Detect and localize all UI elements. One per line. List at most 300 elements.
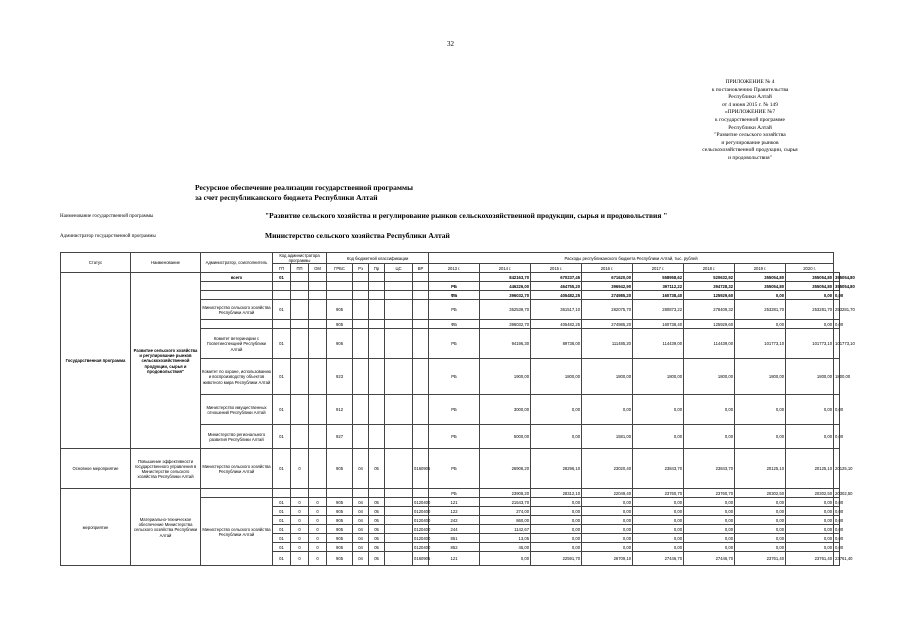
code-cell-pp: 0	[291, 543, 309, 552]
value-cell: 20302,50	[786, 489, 834, 498]
code-cell-grbs: 905	[327, 449, 353, 489]
value-cell: 13,05	[480, 534, 531, 543]
value-cell: 0,00	[582, 525, 633, 534]
value-cell: 1142,67	[480, 525, 531, 534]
program-label: Наименование государственной программы	[60, 214, 154, 219]
spacer-cell	[385, 282, 413, 291]
code-cell-grbs: 905	[327, 552, 353, 566]
code-cell-cs: 0120400	[414, 499, 431, 505]
value-cell: 125929,60	[684, 320, 735, 329]
code-cell-pr	[369, 273, 385, 282]
col-admin: Администратор, соисполнитель	[201, 253, 273, 273]
value-cell: 0,00	[735, 534, 786, 543]
spacer-cell	[385, 320, 413, 329]
value-cell: 22591,70	[531, 552, 582, 566]
code-cell-pr	[369, 329, 385, 359]
value-cell: 0,00	[786, 291, 834, 300]
spacer-cell	[385, 507, 413, 516]
code-cell-om	[309, 282, 327, 291]
code-cell-rz: 04	[353, 543, 369, 552]
value-cell: 28296,10	[531, 449, 582, 489]
appendix-line: и продовольствия"	[728, 154, 772, 161]
code-cell-rz: 04	[353, 534, 369, 543]
code-cell-om	[309, 320, 327, 329]
value-cell: 0,00	[835, 517, 844, 523]
code-cell-gp: 01	[273, 395, 291, 425]
value-cell: 0,00	[582, 395, 633, 425]
code-cell-pr	[369, 320, 385, 329]
col-code-admin: Код администратора программы	[273, 253, 327, 264]
spacer-cell	[385, 329, 413, 359]
value-cell: 23843,70	[633, 449, 684, 489]
code-cell-vr: РБ	[429, 282, 480, 291]
admin-cell	[201, 282, 273, 291]
spacer-cell	[385, 395, 413, 425]
value-cell: 355054,80	[735, 282, 786, 291]
code-cell-grbs	[327, 291, 353, 300]
code-cell-pp	[291, 329, 309, 359]
code-cell-cs	[413, 395, 429, 425]
value-cell: 23843,70	[684, 449, 735, 489]
value-cell: 28312,10	[531, 489, 582, 498]
code-cell-grbs: 905	[327, 534, 353, 543]
col-expenses: Расходы республиканского бюджета Республики Алтай, тыс. рублей	[429, 253, 834, 264]
code-cell-gp	[273, 489, 291, 498]
value-cell: 0,00	[786, 534, 834, 543]
value-cell: 253281,70	[834, 300, 840, 320]
value-cell: 5000,00	[480, 425, 531, 449]
value-cell: 405482,25	[531, 320, 582, 329]
code-cell-vr: 122	[429, 507, 480, 516]
subheader-cell: ГП	[273, 264, 291, 273]
code-cell-vr: РБ	[429, 449, 480, 489]
value-cell: 101773,10	[786, 329, 834, 359]
value-cell: 0,00	[786, 498, 834, 507]
value-cell: 0,00	[684, 525, 735, 534]
value-cell: 1800,00	[684, 359, 735, 395]
code-cell-vr: ФБ	[429, 320, 480, 329]
code-cell-gp	[273, 282, 291, 291]
name-cell: Материально-техническое обеспечение Министерства сельского хозяйства Республики Алтай	[131, 489, 201, 566]
code-cell-pp	[291, 320, 309, 329]
appendix-line: к постановлению Правительства	[711, 86, 789, 93]
admin-cell: Министерство сельского хозяйства Республики Алтай	[201, 300, 273, 320]
program-name: "Развитие сельского хозяйства и регулирование рынков сельскохозяйственной продукции, сырья и продовольствия "	[265, 211, 668, 220]
value-cell: 0,00	[531, 425, 582, 449]
code-cell-pp: 0	[291, 516, 309, 525]
value-cell: 114439,00	[684, 329, 735, 359]
code-cell-pr: 05	[369, 507, 385, 516]
admin-cell	[201, 291, 273, 300]
value-cell: 0,00	[786, 395, 834, 425]
value-cell: 0,00	[633, 425, 684, 449]
value-cell: 20125,10	[786, 449, 834, 489]
value-cell: 352539,70	[480, 300, 531, 320]
value-cell: 0,00	[633, 534, 684, 543]
value-cell: 274985,20	[582, 320, 633, 329]
document-title	[195, 183, 413, 203]
code-cell-om: 0	[309, 525, 327, 534]
value-cell: 20302,50	[735, 489, 786, 498]
value-cell: 0,00	[786, 425, 834, 449]
value-cell: 355054,80	[835, 283, 855, 289]
appendix-line: Республики Алтай	[728, 94, 772, 101]
value-cell: 0,00	[684, 498, 735, 507]
value-cell: 0,00	[684, 395, 735, 425]
code-cell-pp	[291, 282, 309, 291]
code-cell-cs	[413, 359, 429, 395]
header-row	[61, 253, 840, 264]
value-cell: 394728,32	[684, 282, 735, 291]
subheader-cell: 2016 г.	[582, 264, 633, 273]
code-cell-grbs: 905	[327, 525, 353, 534]
code-cell-vr: РБ	[429, 395, 480, 425]
code-cell-vr: 244	[429, 525, 480, 534]
value-cell: 0,00	[684, 425, 735, 449]
value-cell: 0,00	[835, 508, 844, 514]
code-cell-gp: 01	[273, 359, 291, 395]
table-row	[61, 273, 840, 282]
resource-table	[60, 252, 855, 566]
col-code-budget: Код бюджетной классификации	[327, 253, 429, 264]
subheader-cell: 2013 г.	[429, 264, 480, 273]
value-cell: 0,00	[531, 498, 582, 507]
code-cell-vr: 242	[429, 516, 480, 525]
code-cell-pp: 0	[291, 534, 309, 543]
value-cell: 0,00	[633, 516, 684, 525]
value-cell: 0,00	[786, 516, 834, 525]
value-cell: 0,00	[786, 320, 834, 329]
value-cell: 94196,30	[480, 329, 531, 359]
code-cell-pr: 05	[369, 516, 385, 525]
value-cell: 0,00	[786, 543, 834, 552]
value-cell: 0,00	[735, 516, 786, 525]
code-cell-grbs: 905	[327, 498, 353, 507]
code-cell-vr: РБ	[429, 489, 480, 498]
spacer-cell	[385, 359, 413, 395]
page-number: 32	[447, 40, 454, 48]
appendix-line: "Развитие сельского хозяйства	[714, 132, 786, 139]
value-cell: 396032,70	[480, 291, 531, 300]
value-cell: 1800,00	[531, 359, 582, 395]
code-cell-vr: 852	[429, 543, 480, 552]
code-cell-vr: ФБ	[429, 291, 480, 300]
code-cell-rz: 04	[353, 507, 369, 516]
value-cell: 0,00	[786, 507, 834, 516]
value-cell: 27446,70	[684, 552, 735, 566]
subheader-cell: ВР	[413, 264, 429, 273]
value-cell: 1800,00	[786, 359, 834, 395]
value-cell: 0,00	[735, 498, 786, 507]
code-cell-pp	[291, 489, 309, 498]
code-cell-pr: 05	[369, 534, 385, 543]
code-cell-vr: РБ	[429, 329, 480, 359]
value-cell: 280873,22	[633, 300, 684, 320]
value-cell: 0,00	[835, 535, 844, 541]
value-cell: 446226,00	[480, 282, 531, 291]
code-cell-cs: 0120400	[414, 535, 431, 541]
value-cell: 278409,32	[684, 300, 735, 320]
value-cell: 23761,40	[786, 552, 834, 566]
value-cell: 45,00	[480, 543, 531, 552]
value-cell: 1800,00	[735, 359, 786, 395]
code-cell-pr: 05	[369, 552, 385, 566]
code-cell-pp	[291, 425, 309, 449]
value-cell: 0,00	[582, 534, 633, 543]
value-cell: 355054,80	[786, 282, 834, 291]
code-cell-pp: 0	[291, 552, 309, 566]
code-cell-pr	[369, 489, 385, 498]
value-cell: 253281,70	[786, 300, 834, 320]
value-cell: 23020,40	[582, 449, 633, 489]
code-cell-vr: РБ	[429, 300, 480, 320]
code-cell-om	[309, 300, 327, 320]
value-cell: 355054,80	[735, 273, 786, 282]
code-cell-rz	[353, 300, 369, 320]
subheader-cell: ОМ	[309, 264, 327, 273]
spacer-cell	[385, 516, 413, 525]
code-cell-cs	[413, 329, 429, 359]
value-cell: 274,00	[480, 507, 531, 516]
code-cell-rz: 04	[353, 516, 369, 525]
code-cell-pr	[369, 425, 385, 449]
value-cell: 0,00	[582, 543, 633, 552]
spacer-cell	[385, 300, 413, 320]
value-cell: 0,00	[834, 395, 840, 425]
subheader-cell: ГРБС	[327, 264, 353, 273]
value-cell: 27446,70	[633, 552, 684, 566]
code-cell-grbs: 923	[327, 359, 353, 395]
value-cell: 0,00	[735, 507, 786, 516]
value-cell: 0,00	[684, 507, 735, 516]
code-cell-vr: РБ	[429, 425, 480, 449]
value-cell: 125929,60	[684, 291, 735, 300]
code-cell-rz	[353, 320, 369, 329]
code-cell-om	[309, 425, 327, 449]
value-cell: 464755,20	[531, 282, 582, 291]
code-cell-pp	[291, 359, 309, 395]
code-cell-rz	[353, 273, 369, 282]
code-cell-grbs	[327, 489, 353, 498]
code-cell-om	[309, 329, 327, 359]
value-cell: 0,00	[735, 320, 786, 329]
value-cell: 671620,00	[582, 273, 633, 282]
code-cell-vr: 121	[429, 498, 480, 507]
value-cell: 860,00	[480, 516, 531, 525]
code-cell-pr	[369, 300, 385, 320]
code-cell-pp: 0	[291, 525, 309, 534]
subheader-cell: 2018 г.	[684, 264, 735, 273]
code-cell-rz	[353, 395, 369, 425]
code-cell-pr: 05	[369, 543, 385, 552]
value-cell: 0,00	[633, 525, 684, 534]
code-cell-rz: 04	[353, 449, 369, 489]
value-cell: 396032,70	[480, 320, 531, 329]
code-cell-pp: 0	[291, 507, 309, 516]
code-cell-cs	[413, 273, 429, 282]
code-cell-pr	[369, 282, 385, 291]
code-cell-pr: 05	[369, 498, 385, 507]
code-cell-om	[309, 395, 327, 425]
value-cell: 842163,70	[480, 273, 531, 282]
value-cell: 0,00	[684, 534, 735, 543]
code-cell-cs: 0160905	[413, 552, 429, 566]
code-cell-om	[309, 291, 327, 300]
admin-cell: всего	[201, 273, 273, 282]
code-cell-cs: 0120400	[414, 508, 431, 514]
code-cell-pr: 05	[369, 449, 385, 489]
subheader-cell: 2017 г.	[633, 264, 684, 273]
code-cell-grbs	[327, 273, 353, 282]
code-cell-pr: 05	[369, 525, 385, 534]
value-cell: 0,00	[633, 507, 684, 516]
value-cell: 0,00	[735, 425, 786, 449]
value-cell: 0,00	[835, 526, 844, 532]
value-cell: 89738,00	[531, 329, 582, 359]
code-cell-om: 0	[309, 543, 327, 552]
value-cell: 0,00	[633, 395, 684, 425]
code-cell-rz	[353, 489, 369, 498]
value-cell: 0,00	[684, 543, 735, 552]
value-cell: 1800,00	[633, 359, 684, 395]
code-cell-om: 0	[309, 507, 327, 516]
code-cell-om: 0	[309, 498, 327, 507]
value-cell: 0,00	[582, 498, 633, 507]
value-cell: 111485,20	[582, 329, 633, 359]
value-cell: 0,00	[531, 525, 582, 534]
code-cell-pp	[291, 300, 309, 320]
spacer-cell	[385, 291, 413, 300]
code-cell-om	[309, 449, 327, 489]
value-cell: 0,00	[735, 395, 786, 425]
value-cell: 0,00	[735, 525, 786, 534]
code-cell-grbs: 905	[327, 516, 353, 525]
code-cell-rz	[353, 282, 369, 291]
code-cell-rz: 04	[353, 498, 369, 507]
value-cell: 0,00	[531, 516, 582, 525]
admin-cell: Министерство сельского хозяйства Республики Алтай	[201, 449, 273, 489]
value-cell: 0,00	[531, 534, 582, 543]
code-cell-gp: 01	[273, 449, 291, 489]
appendix-line: и регулирование рынков	[721, 139, 779, 146]
code-cell-om	[309, 273, 327, 282]
code-cell-om: 0	[309, 534, 327, 543]
code-cell-pr	[369, 291, 385, 300]
subheader-cell: ЦС	[385, 264, 413, 273]
table-row	[61, 489, 840, 498]
status-cell: Основное мероприятие	[61, 449, 131, 489]
code-cell-grbs: 905	[327, 543, 353, 552]
code-cell-pp	[291, 291, 309, 300]
admin-cell: Комитет ветеринарии с Госветинспекцией Республики Алтай	[201, 329, 273, 359]
spacer-cell	[385, 273, 413, 282]
subheader-cell: 2020 г.	[786, 264, 834, 273]
table-row	[61, 449, 840, 489]
code-cell-gp: 01	[273, 273, 291, 282]
code-cell-cs	[413, 282, 429, 291]
value-cell: 0,00	[633, 498, 684, 507]
title-line-1: Ресурсное обеспечение реализации государственной программы	[195, 183, 413, 192]
code-cell-cs: 0120400	[414, 544, 431, 550]
name-cell: Повышение эффективности государственного управления в Министерстве сельского хозяйства Республики Алтай	[131, 449, 201, 489]
appendix-line: ПРИЛОЖЕНИЕ № 4	[725, 79, 775, 85]
value-cell: 405482,25	[531, 291, 582, 300]
code-cell-gp: 01	[273, 425, 291, 449]
value-cell: 0,00	[684, 516, 735, 525]
value-cell: 1900,00	[480, 359, 531, 395]
code-cell-gp: 01	[273, 516, 291, 525]
admin-cell: Министерство сельского хозяйства Республики Алтай	[201, 498, 273, 566]
spacer-cell	[385, 425, 413, 449]
code-cell-grbs	[327, 282, 353, 291]
code-cell-vr: 851	[429, 534, 480, 543]
admin-label: Администратор государственной программы	[60, 234, 156, 239]
code-cell-gp: 01	[273, 534, 291, 543]
value-cell: 0,00	[480, 552, 531, 566]
subheader-cell: ПП	[291, 264, 309, 273]
admin-name: Министерство сельского хозяйства Республики Алтай	[265, 231, 450, 240]
value-cell: 21543,70	[480, 498, 531, 507]
value-cell: 0,00	[582, 507, 633, 516]
value-cell: 397112,22	[633, 282, 684, 291]
value-cell: 23760,70	[684, 489, 735, 498]
subheader-cell: 2014 г.	[480, 264, 531, 273]
name-cell: Развитие сельского хозяйства и регулирование рынков сельскохозяйственной продукции, сырья и продовольствия"	[131, 273, 201, 449]
appendix-line: сельскохозяйственной продукции, сырья	[702, 147, 798, 154]
value-cell: 0,00	[835, 544, 844, 550]
code-cell-cs	[413, 489, 429, 498]
code-cell-grbs: 905	[327, 300, 353, 320]
value-cell: 20302,50	[835, 490, 853, 496]
code-cell-rz	[353, 359, 369, 395]
subheader-cell: 2015 г.	[531, 264, 582, 273]
value-cell: 1800,00	[582, 359, 633, 395]
title-line-2: за счет республиканского бюджета Республики Алтай	[195, 193, 378, 202]
value-cell: 23761,40	[834, 552, 840, 566]
appendix-line: Республики Алтай	[728, 124, 772, 131]
spacer-cell	[385, 525, 413, 534]
value-cell: 355054,80	[786, 273, 834, 282]
appendix-block	[690, 79, 810, 163]
code-cell-rz: 04	[353, 552, 369, 566]
code-cell-gp: 01	[273, 552, 291, 566]
col-name: Наименование	[131, 253, 201, 273]
spacer-cell	[385, 449, 413, 489]
value-cell: 355054,80	[835, 274, 855, 280]
appendix-line: к государственной программе	[715, 116, 785, 123]
code-cell-gp: 01	[273, 525, 291, 534]
value-cell: 23908,20	[480, 489, 531, 498]
value-cell: 282075,70	[582, 300, 633, 320]
value-cell: 361517,10	[531, 300, 582, 320]
value-cell: 274985,20	[582, 291, 633, 300]
col-status: Статус	[61, 253, 131, 273]
value-cell: 0,00	[633, 543, 684, 552]
value-cell: 101773,10	[834, 329, 840, 359]
value-cell: 0,00	[835, 321, 844, 327]
value-cell: 1800,00	[834, 359, 840, 395]
code-cell-gp: 01	[273, 543, 291, 552]
value-cell: 0,00	[735, 291, 786, 300]
code-cell-om: 0	[309, 552, 327, 566]
code-cell-grbs: 927	[327, 425, 353, 449]
value-cell: 3000,00	[480, 395, 531, 425]
value-cell: 20125,10	[834, 449, 840, 489]
status-cell: Государственная программа	[61, 273, 131, 449]
value-cell: 20125,10	[735, 449, 786, 489]
code-cell-pp	[291, 395, 309, 425]
value-cell: 22049,40	[582, 489, 633, 498]
